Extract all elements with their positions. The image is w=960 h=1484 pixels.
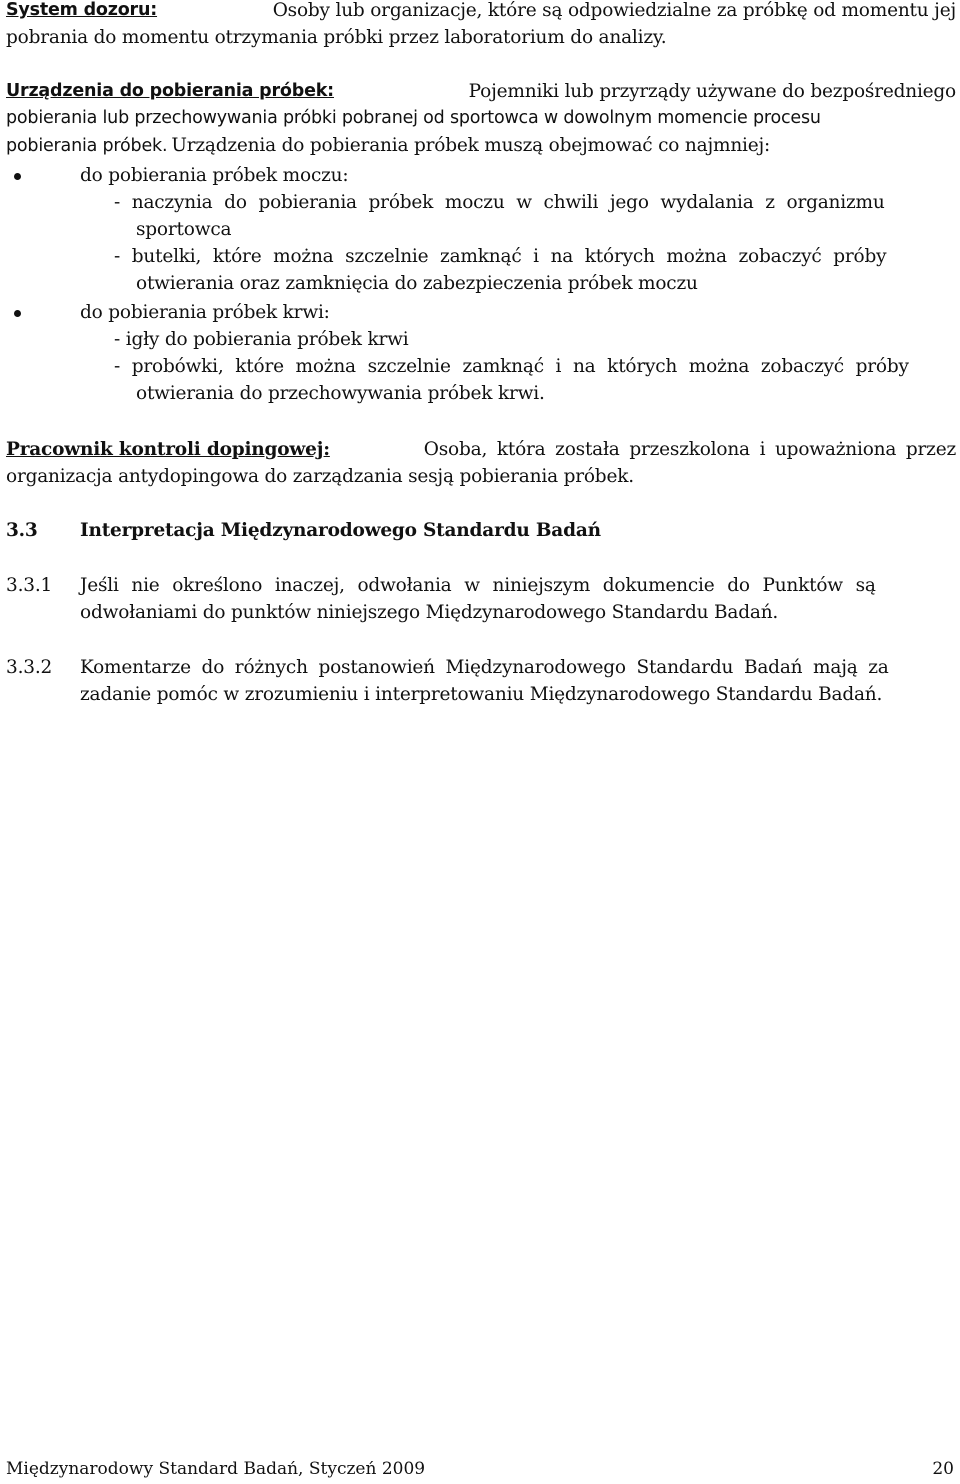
definition-text: pobierania próbek. <box>6 136 168 156</box>
sub-list-item: - igły do pobierania próbek krwi <box>114 329 409 350</box>
sub-list-item-text: - naczynia do pobierania próbek moczu w chwili jego wydalania z organizmu <box>114 192 885 213</box>
definition-text: pobrania do momentu otrzymania próbki przez laboratorium do analizy. <box>6 27 667 48</box>
list-item <box>0 299 960 326</box>
list-item-text: do pobierania próbek moczu: <box>80 165 349 186</box>
clause-number: 3.3.1 <box>6 575 53 596</box>
clause-text: odwołaniami do punktów niniejszego Międzynarodowego Standardu Badań. <box>80 602 779 623</box>
clause-text: Komentarze do różnych postanowień Międzynarodowego Standardu Badań mają za <box>80 657 889 678</box>
sub-list-item-text: - probówki, które można szczelnie zamknąć i na których można zobaczyć próby <box>114 356 909 377</box>
definition-term: System dozoru: <box>6 0 158 20</box>
list-item-text: do pobierania próbek krwi: <box>80 302 330 323</box>
clause-text: zadanie pomóc w zrozumieniu i interpretowaniu Międzynarodowego Standardu Badań. <box>80 684 883 705</box>
definition-line <box>6 436 956 463</box>
definition-urzadzenia <box>6 78 956 159</box>
definition-pracownik <box>6 436 956 490</box>
section-number: 3.3 <box>6 520 38 541</box>
bullet-icon <box>14 310 21 317</box>
definition-text: pobierania lub przechowywania próbki pobranej od sportowca w dowolnym momencie procesu <box>6 108 821 128</box>
footer-title: Międzynarodowy Standard Badań, Styczeń 2009 <box>6 1459 426 1479</box>
definition-line <box>6 132 956 159</box>
definition-text: Urządzenia do pobierania próbek muszą obejmować co najmniej: <box>171 135 771 156</box>
definition-text: Osoba, która została przeszkolona i upoważniona przez <box>423 439 956 460</box>
section-title: Interpretacja Międzynarodowego Standardu Badań <box>80 520 601 541</box>
sub-list-item <box>114 189 956 216</box>
sub-list-item-continuation: otwierania oraz zamknięcia do zabezpieczenia próbek moczu <box>136 273 698 294</box>
clause-text: Jeśli nie określono inaczej, odwołania w niniejszym dokumencie do Punktów są <box>80 575 876 596</box>
definition-line <box>6 0 956 24</box>
sub-list-item-continuation: sportowca <box>136 219 232 240</box>
sub-list-item-continuation: otwierania do przechowywania próbek krwi. <box>136 383 545 404</box>
definition-text: organizacja antydopingowa do zarządzania sesją pobierania próbek. <box>6 466 634 487</box>
page-number: 20 <box>932 1459 954 1479</box>
definition-text: Osoby lub organizacje, które są odpowiedzialne za próbkę od momentu jej <box>272 0 956 21</box>
definition-system-dozoru <box>6 0 956 51</box>
definition-term: Pracownik kontroli dopingowej: <box>6 439 330 460</box>
definition-term: Urządzenia do pobierania próbek: <box>6 81 334 101</box>
definition-line <box>6 78 956 105</box>
sub-list-item-text: - butelki, które można szczelnie zamknąć i na których można zobaczyć próby <box>114 246 887 267</box>
sub-list-item <box>114 243 886 270</box>
sub-list-item <box>114 353 909 380</box>
definition-text: Pojemniki lub przyrządy używane do bezpośredniego <box>468 81 956 102</box>
list-item <box>0 162 960 189</box>
clause-number: 3.3.2 <box>6 657 53 678</box>
bullet-icon <box>14 173 21 180</box>
